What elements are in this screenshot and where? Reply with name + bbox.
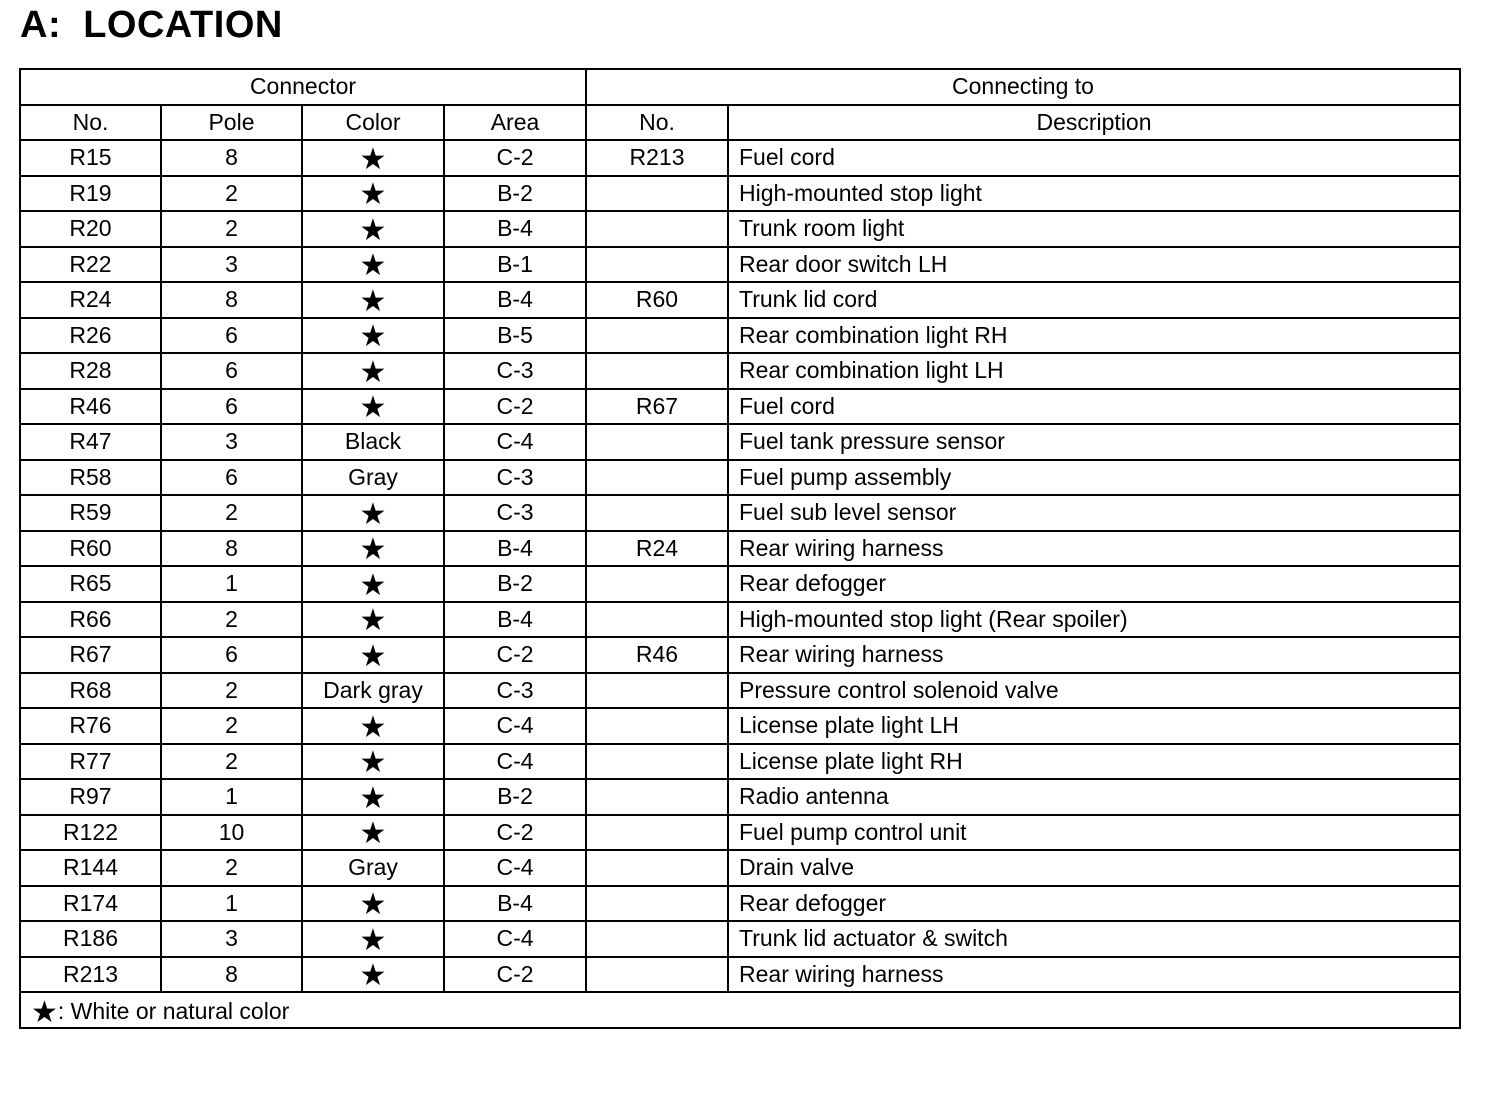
cell-no: R66 [20, 602, 161, 638]
cell-description: Trunk lid cord [728, 282, 1460, 318]
cell-pole: 1 [161, 886, 302, 922]
cell-area: C-4 [444, 744, 586, 780]
cell-color [302, 744, 444, 780]
cell-to-no [586, 708, 728, 744]
cell-area: C-2 [444, 637, 586, 673]
col-header-color: Color [302, 105, 444, 141]
star-icon: ★ [359, 604, 387, 637]
cell-color [302, 921, 444, 957]
cell-color: Gray [302, 850, 444, 886]
cell-no: R97 [20, 779, 161, 815]
cell-color [302, 566, 444, 602]
cell-description: Rear combination light LH [728, 353, 1460, 389]
cell-no: R28 [20, 353, 161, 389]
table-row [20, 495, 1460, 531]
star-icon: ★ [359, 497, 387, 531]
cell-color [302, 318, 444, 354]
cell-pole: 2 [161, 211, 302, 247]
cell-area: C-4 [444, 424, 586, 460]
cell-no: R174 [20, 886, 161, 922]
cell-color [302, 176, 444, 212]
table-row [20, 282, 1460, 318]
cell-to-no [586, 673, 728, 709]
cell-color [302, 602, 444, 638]
table-row [20, 886, 1460, 922]
table-row [20, 460, 1460, 496]
cell-area: B-2 [444, 566, 586, 602]
cell-no: R76 [20, 708, 161, 744]
column-header-row [20, 105, 1460, 141]
cell-no: R77 [20, 744, 161, 780]
star-icon: ★ [31, 995, 58, 1028]
cell-area: C-4 [444, 708, 586, 744]
cell-pole: 3 [161, 247, 302, 283]
cell-description: Trunk room light [728, 211, 1460, 247]
cell-color [302, 531, 444, 567]
cell-description: Radio antenna [728, 779, 1460, 815]
table-row [20, 318, 1460, 354]
connector-table [19, 68, 1461, 1029]
table-row [20, 637, 1460, 673]
cell-pole: 8 [161, 282, 302, 318]
cell-area: B-4 [444, 211, 586, 247]
cell-pole: 1 [161, 566, 302, 602]
cell-pole: 8 [161, 957, 302, 993]
cell-color [302, 140, 444, 176]
star-icon: ★ [359, 817, 387, 850]
group-header-row [20, 69, 1460, 105]
cell-description: Rear wiring harness [728, 637, 1460, 673]
cell-to-no [586, 850, 728, 886]
cell-area: B-4 [444, 602, 586, 638]
cell-description: Rear wiring harness [728, 957, 1460, 993]
cell-to-no [586, 921, 728, 957]
star-icon: ★ [359, 284, 387, 318]
cell-no: R47 [20, 424, 161, 460]
table-row [20, 566, 1460, 602]
cell-pole: 2 [161, 673, 302, 709]
cell-description: Fuel pump control unit [728, 815, 1460, 851]
table-row [20, 389, 1460, 425]
cell-pole: 2 [161, 176, 302, 212]
cell-description: Fuel cord [728, 140, 1460, 176]
cell-pole: 6 [161, 460, 302, 496]
cell-to-no: R24 [586, 531, 728, 567]
footnote-text: : White or natural color [57, 997, 290, 1024]
cell-pole: 2 [161, 602, 302, 638]
cell-area: B-5 [444, 318, 586, 354]
cell-to-no [586, 602, 728, 638]
cell-to-no [586, 176, 728, 212]
cell-area: C-3 [444, 460, 586, 496]
table-row [20, 850, 1460, 886]
cell-to-no [586, 353, 728, 389]
cell-description: Trunk lid actuator & switch [728, 921, 1460, 957]
cell-no: R26 [20, 318, 161, 354]
star-icon: ★ [359, 142, 387, 176]
cell-to-no [586, 815, 728, 851]
star-icon: ★ [359, 923, 387, 957]
col-header-to-no: No. [586, 105, 728, 141]
cell-description: Rear wiring harness [728, 531, 1460, 567]
star-icon: ★ [359, 320, 387, 353]
cell-to-no [586, 318, 728, 354]
cell-color [302, 815, 444, 851]
star-icon: ★ [359, 781, 387, 815]
cell-pole: 3 [161, 921, 302, 957]
table-row [20, 673, 1460, 709]
cell-color: Gray [302, 460, 444, 496]
cell-color: Black [302, 424, 444, 460]
cell-to-no [586, 886, 728, 922]
cell-no: R59 [20, 495, 161, 531]
cell-area: B-4 [444, 886, 586, 922]
cell-pole: 3 [161, 424, 302, 460]
cell-to-no: R46 [586, 637, 728, 673]
cell-description: Pressure control solenoid valve [728, 673, 1460, 709]
cell-pole: 6 [161, 353, 302, 389]
cell-description: High-mounted stop light (Rear spoiler) [728, 602, 1460, 638]
cell-no: R15 [20, 140, 161, 176]
table-row [20, 176, 1460, 212]
star-icon: ★ [359, 213, 387, 247]
cell-to-no: R213 [586, 140, 728, 176]
cell-area: B-4 [444, 531, 586, 567]
page-title: A: LOCATION [20, 4, 283, 46]
cell-area: C-3 [444, 353, 586, 389]
star-icon: ★ [359, 888, 387, 921]
cell-color [302, 247, 444, 283]
cell-no: R19 [20, 176, 161, 212]
cell-no: R22 [20, 247, 161, 283]
cell-pole: 6 [161, 318, 302, 354]
cell-to-no [586, 247, 728, 283]
cell-description: Fuel sub level sensor [728, 495, 1460, 531]
cell-description: Rear defogger [728, 886, 1460, 922]
table-row [20, 602, 1460, 638]
table-row [20, 531, 1460, 567]
cell-color: Dark gray [302, 673, 444, 709]
cell-area: B-2 [444, 176, 586, 212]
cell-description: Fuel tank pressure sensor [728, 424, 1460, 460]
connecting-to-group-header: Connecting to [586, 69, 1460, 105]
cell-color [302, 389, 444, 425]
cell-no: R144 [20, 850, 161, 886]
cell-no: R213 [20, 957, 161, 993]
cell-to-no [586, 460, 728, 496]
cell-pole: 2 [161, 495, 302, 531]
table-row [20, 957, 1460, 993]
cell-no: R68 [20, 673, 161, 709]
cell-no: R186 [20, 921, 161, 957]
footnote [20, 992, 1460, 1028]
cell-area: B-2 [444, 779, 586, 815]
cell-no: R58 [20, 460, 161, 496]
cell-to-no [586, 211, 728, 247]
cell-description: Rear defogger [728, 566, 1460, 602]
star-icon: ★ [359, 746, 387, 779]
table-row [20, 140, 1460, 176]
cell-color [302, 353, 444, 389]
table-row [20, 353, 1460, 389]
cell-area: C-2 [444, 389, 586, 425]
cell-pole: 10 [161, 815, 302, 851]
cell-color [302, 886, 444, 922]
connector-group-header: Connector [20, 69, 586, 105]
cell-pole: 2 [161, 744, 302, 780]
col-header-pole: Pole [161, 105, 302, 141]
cell-pole: 6 [161, 637, 302, 673]
table-row [20, 815, 1460, 851]
cell-description: License plate light LH [728, 708, 1460, 744]
cell-no: R67 [20, 637, 161, 673]
cell-color [302, 779, 444, 815]
cell-no: R65 [20, 566, 161, 602]
star-icon: ★ [359, 249, 387, 282]
cell-to-no [586, 424, 728, 460]
cell-area: C-3 [444, 673, 586, 709]
cell-pole: 1 [161, 779, 302, 815]
cell-pole: 6 [161, 389, 302, 425]
cell-pole: 2 [161, 850, 302, 886]
cell-description: Rear door switch LH [728, 247, 1460, 283]
cell-area: B-1 [444, 247, 586, 283]
star-icon: ★ [359, 355, 387, 389]
table-row [20, 744, 1460, 780]
cell-to-no: R67 [586, 389, 728, 425]
col-header-no: No. [20, 105, 161, 141]
cell-description: Fuel cord [728, 389, 1460, 425]
col-header-area: Area [444, 105, 586, 141]
cell-description: Drain valve [728, 850, 1460, 886]
star-icon: ★ [359, 391, 387, 424]
star-icon: ★ [359, 639, 387, 673]
cell-pole: 8 [161, 531, 302, 567]
cell-color [302, 957, 444, 993]
cell-description: High-mounted stop light [728, 176, 1460, 212]
cell-color [302, 708, 444, 744]
cell-area: B-4 [444, 282, 586, 318]
cell-area: C-2 [444, 140, 586, 176]
table-row [20, 211, 1460, 247]
table-row [20, 779, 1460, 815]
footnote-row [20, 992, 1460, 1028]
cell-no: R46 [20, 389, 161, 425]
cell-to-no [586, 779, 728, 815]
table-row [20, 424, 1460, 460]
star-icon: ★ [359, 959, 387, 992]
cell-no: R122 [20, 815, 161, 851]
star-icon: ★ [359, 178, 387, 211]
cell-description: Rear combination light RH [728, 318, 1460, 354]
cell-no: R20 [20, 211, 161, 247]
table-row [20, 921, 1460, 957]
cell-area: C-4 [444, 921, 586, 957]
cell-to-no [586, 744, 728, 780]
cell-color [302, 211, 444, 247]
cell-to-no: R60 [586, 282, 728, 318]
cell-color [302, 495, 444, 531]
cell-color [302, 282, 444, 318]
star-icon: ★ [359, 710, 387, 744]
cell-area: C-3 [444, 495, 586, 531]
cell-color [302, 637, 444, 673]
table-row [20, 708, 1460, 744]
cell-pole: 8 [161, 140, 302, 176]
cell-area: C-2 [444, 815, 586, 851]
cell-no: R60 [20, 531, 161, 567]
cell-area: C-2 [444, 957, 586, 993]
star-icon: ★ [359, 568, 387, 602]
cell-area: C-4 [444, 850, 586, 886]
star-icon: ★ [359, 533, 387, 566]
col-header-description: Description [728, 105, 1460, 141]
cell-description: Fuel pump assembly [728, 460, 1460, 496]
cell-description: License plate light RH [728, 744, 1460, 780]
cell-pole: 2 [161, 708, 302, 744]
cell-to-no [586, 957, 728, 993]
cell-to-no [586, 566, 728, 602]
cell-no: R24 [20, 282, 161, 318]
cell-to-no [586, 495, 728, 531]
table-row [20, 247, 1460, 283]
